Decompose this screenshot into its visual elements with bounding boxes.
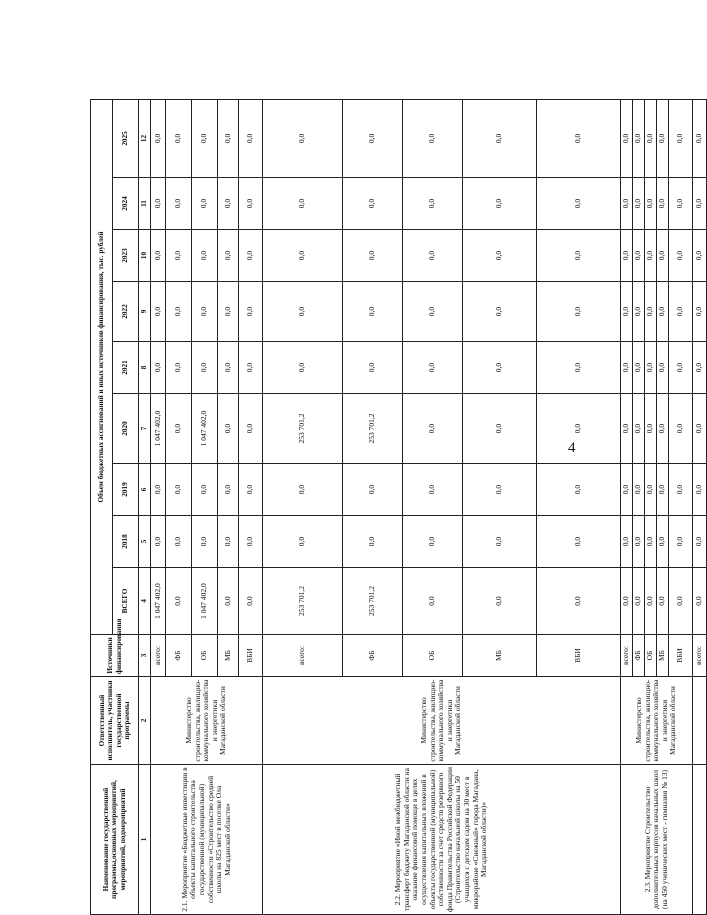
column-number: 2 [139, 677, 151, 765]
funding-value: 0,0 [633, 99, 645, 177]
funding-value: 0,0 [263, 342, 343, 394]
funding-value: 0,0 [669, 568, 693, 635]
funding-value: 0,0 [192, 230, 218, 282]
funding-value: 0,0 [151, 342, 166, 394]
funding-value: 0,0 [621, 282, 633, 342]
column-number: 9 [139, 282, 151, 342]
funding-value: 0,0 [693, 568, 707, 635]
funding-value: 0,0 [669, 230, 693, 282]
column-number: 4 [139, 568, 151, 635]
funding-value: 1 047 402,0 [151, 568, 166, 635]
funding-value: 0,0 [621, 568, 633, 635]
funding-value: 0,0 [669, 464, 693, 516]
funding-value: 0,0 [218, 230, 239, 282]
table-row [693, 99, 707, 914]
funding-value: 0,0 [403, 99, 463, 177]
funding-value: 0,0 [463, 394, 537, 464]
funding-value: 0,0 [403, 282, 463, 342]
funding-value: 0,0 [633, 568, 645, 635]
funding-value: 0,0 [263, 282, 343, 342]
funding-value: 0,0 [151, 282, 166, 342]
funding-value: 0,0 [537, 464, 621, 516]
funding-source: всего: [263, 635, 343, 677]
funding-value: 0,0 [166, 178, 192, 230]
header-source: Источники финансирования [91, 635, 139, 677]
funding-value: 0,0 [463, 568, 537, 635]
funding-value: 0,0 [693, 464, 707, 516]
funding-source: ФБ [633, 635, 645, 677]
funding-value: 0,0 [343, 282, 403, 342]
funding-value: 0,0 [537, 282, 621, 342]
funding-value: 0,0 [218, 282, 239, 342]
funding-value: 0,0 [239, 178, 263, 230]
funding-value: 0,0 [537, 568, 621, 635]
funding-value: 0,0 [633, 516, 645, 568]
funding-value: 0,0 [537, 99, 621, 177]
funding-value: 0,0 [657, 342, 669, 394]
funding-value: 0,0 [239, 342, 263, 394]
funding-value: 0,0 [343, 516, 403, 568]
funding-value: 0,0 [239, 516, 263, 568]
funding-value: 0,0 [403, 230, 463, 282]
column-number: 1 [139, 765, 151, 915]
funding-value: 0,0 [151, 230, 166, 282]
funding-value: 0,0 [463, 342, 537, 394]
funding-value: 0,0 [645, 568, 657, 635]
responsible-executor: Министерство строительства, жилищно-коммунального хозяйства и энергетики Магаданской области [263, 677, 621, 765]
funding-source: ОБ [403, 635, 463, 677]
funding-value: 0,0 [263, 464, 343, 516]
column-number: 7 [139, 394, 151, 464]
funding-value: 0,0 [192, 516, 218, 568]
funding-value: 0,0 [693, 99, 707, 177]
funding-value: 0,0 [669, 516, 693, 568]
funding-value: 0,0 [657, 464, 669, 516]
funding-value: 0,0 [218, 342, 239, 394]
measure-name: 2.3. Мероприятие Строительство дополнительных корпусов начальных школ (на 450 ученических мест - гимназия № 13) [621, 765, 693, 915]
funding-value: 0,0 [669, 99, 693, 177]
funding-value: 0,0 [633, 178, 645, 230]
budget-table-sheet [90, 100, 704, 915]
funding-value: 0,0 [166, 342, 192, 394]
header-name: Наименование государственной программы,основных мероприятий, мероприятий, подмероприятий [91, 765, 139, 915]
funding-source: ФБ [343, 635, 403, 677]
funding-value: 0,0 [657, 178, 669, 230]
funding-value: 0,0 [621, 342, 633, 394]
measure-name: 2.2. Мероприятие «Иной межбюджетный трансферт бюджету Магаданской области на оказание финансовой помощи в целях осуществления капитальных вложений в объекты государственной (муниципальной) собственности за счет средств резервного фонда Правительства Российской Федерации (Строительство начальной школы на 50 учащихся с детским садом на 30 мест в микрорайоне «Снежный» города Магадана, Магаданской области)» [263, 765, 621, 915]
funding-value: 0,0 [463, 516, 537, 568]
funding-source: МБ [218, 635, 239, 677]
table-body [151, 99, 707, 914]
funding-value: 0,0 [537, 342, 621, 394]
funding-value: 0,0 [669, 342, 693, 394]
funding-value: 0,0 [239, 99, 263, 177]
funding-value: 0,0 [645, 282, 657, 342]
header-year: 2023 [113, 230, 139, 282]
funding-value: 0,0 [343, 464, 403, 516]
funding-value: 0,0 [151, 516, 166, 568]
funding-source: ВБИ [239, 635, 263, 677]
header-responsible: Ответственный исполнитель, участники государственной программы [91, 677, 139, 765]
funding-value: 0,0 [263, 516, 343, 568]
funding-source: ВБИ [537, 635, 621, 677]
funding-value: 0,0 [151, 464, 166, 516]
header-volume: Объем бюджетных ассигнований и иных источников финансирования, тыс. рублей [91, 99, 113, 634]
funding-value: 0,0 [645, 516, 657, 568]
funding-value: 0,0 [657, 394, 669, 464]
funding-value: 0,0 [218, 516, 239, 568]
funding-value: 0,0 [166, 394, 192, 464]
funding-value: 0,0 [537, 394, 621, 464]
funding-value: 0,0 [166, 516, 192, 568]
column-number: 5 [139, 516, 151, 568]
funding-source: ВБИ [669, 635, 693, 677]
measure-name: 2.1. Мероприятие «Бюджетные инвестиции в объекты капитального строительства государственной (муниципальной) собственности «Строительство средней школы на 825 мест в поселке Ола Магаданской области» [151, 765, 263, 915]
funding-value: 0,0 [166, 464, 192, 516]
funding-value: 1 047 402,0 [151, 394, 166, 464]
responsible-executor: Министерство строительства, жилищно-коммунального хозяйства и энергетики Магаданской области [621, 677, 693, 765]
funding-value: 0,0 [621, 394, 633, 464]
funding-value: 0,0 [239, 230, 263, 282]
funding-value: 0,0 [669, 178, 693, 230]
funding-source: всего: [693, 635, 707, 677]
header-year: 2021 [113, 342, 139, 394]
column-number: 11 [139, 178, 151, 230]
funding-value: 0,0 [621, 178, 633, 230]
funding-value: 0,0 [621, 516, 633, 568]
funding-value: 0,0 [218, 99, 239, 177]
funding-value: 0,0 [403, 568, 463, 635]
funding-value: 0,0 [239, 394, 263, 464]
funding-value: 0,0 [343, 99, 403, 177]
funding-value: 0,0 [621, 99, 633, 177]
funding-value: 0,0 [621, 464, 633, 516]
funding-value: 0,0 [693, 178, 707, 230]
funding-source: ОБ [192, 635, 218, 677]
funding-value: 0,0 [537, 516, 621, 568]
funding-value: 0,0 [192, 99, 218, 177]
table-row [621, 99, 633, 914]
funding-value: 0,0 [669, 394, 693, 464]
funding-value: 0,0 [693, 230, 707, 282]
funding-value: 0,0 [343, 342, 403, 394]
funding-value: 0,0 [166, 230, 192, 282]
funding-value: 0,0 [263, 99, 343, 177]
funding-value: 0,0 [463, 178, 537, 230]
funding-value: 0,0 [218, 568, 239, 635]
funding-value: 1 047 402,0 [192, 568, 218, 635]
funding-value: 0,0 [239, 282, 263, 342]
budget-table [90, 99, 707, 915]
table-row [151, 99, 166, 914]
funding-value: 0,0 [463, 282, 537, 342]
funding-value: 0,0 [463, 230, 537, 282]
funding-value: 0,0 [263, 230, 343, 282]
column-number: 8 [139, 342, 151, 394]
header-year: 2019 [113, 464, 139, 516]
funding-source: МБ [657, 635, 669, 677]
funding-value: 0,0 [403, 394, 463, 464]
funding-value: 0,0 [657, 282, 669, 342]
funding-value: 0,0 [645, 178, 657, 230]
funding-value: 0,0 [537, 230, 621, 282]
funding-value: 0,0 [693, 342, 707, 394]
funding-value: 253 701,2 [343, 394, 403, 464]
header-year: 2024 [113, 178, 139, 230]
funding-value: 0,0 [166, 282, 192, 342]
funding-value: 0,0 [192, 464, 218, 516]
column-number: 3 [139, 635, 151, 677]
funding-source: ФБ [166, 635, 192, 677]
funding-value: 0,0 [166, 568, 192, 635]
funding-value: 0,0 [633, 282, 645, 342]
funding-value: 0,0 [192, 342, 218, 394]
funding-value: 0,0 [463, 99, 537, 177]
table-row [263, 99, 343, 914]
funding-source: всего: [621, 635, 633, 677]
header-year: 2025 [113, 99, 139, 177]
funding-value: 0,0 [633, 394, 645, 464]
column-number: 6 [139, 464, 151, 516]
funding-value: 0,0 [633, 342, 645, 394]
funding-value: 0,0 [263, 178, 343, 230]
funding-value: 0,0 [343, 178, 403, 230]
funding-value: 0,0 [151, 99, 166, 177]
funding-value: 253 701,2 [263, 394, 343, 464]
funding-value: 0,0 [343, 230, 403, 282]
funding-value: 0,0 [403, 516, 463, 568]
funding-source: ОБ [645, 635, 657, 677]
funding-value: 0,0 [218, 464, 239, 516]
funding-value: 0,0 [463, 464, 537, 516]
funding-value: 0,0 [645, 342, 657, 394]
funding-value: 0,0 [239, 464, 263, 516]
funding-value: 0,0 [657, 230, 669, 282]
funding-value: 0,0 [192, 178, 218, 230]
header-year: 2018 [113, 516, 139, 568]
funding-value: 0,0 [657, 568, 669, 635]
funding-value: 0,0 [151, 178, 166, 230]
funding-value: 0,0 [645, 464, 657, 516]
header-year: 2022 [113, 282, 139, 342]
funding-value: 253 701,2 [343, 568, 403, 635]
funding-value: 0,0 [218, 394, 239, 464]
funding-value: 0,0 [669, 282, 693, 342]
column-number: 10 [139, 230, 151, 282]
responsible-executor: Министерство строительства, жилищно-коммунального хозяйства и энергетики Магаданской области [151, 677, 263, 765]
empty-cell [693, 765, 707, 915]
funding-value: 1 047 402,0 [192, 394, 218, 464]
funding-value: 0,0 [657, 99, 669, 177]
funding-value: 0,0 [239, 568, 263, 635]
funding-value: 0,0 [537, 178, 621, 230]
funding-source: всего: [151, 635, 166, 677]
empty-cell [693, 677, 707, 765]
funding-value: 0,0 [633, 464, 645, 516]
page-number: 4 [568, 440, 576, 456]
funding-value: 0,0 [192, 282, 218, 342]
funding-value: 0,0 [633, 230, 645, 282]
funding-value: 0,0 [645, 230, 657, 282]
column-number: 12 [139, 99, 151, 177]
funding-value: 0,0 [693, 516, 707, 568]
funding-value: 0,0 [693, 282, 707, 342]
funding-value: 0,0 [657, 516, 669, 568]
funding-value: 0,0 [645, 99, 657, 177]
funding-value: 253 701,2 [263, 568, 343, 635]
funding-value: 0,0 [621, 230, 633, 282]
funding-value: 0,0 [403, 464, 463, 516]
funding-source: МБ [463, 635, 537, 677]
funding-value: 0,0 [218, 178, 239, 230]
funding-value: 0,0 [166, 99, 192, 177]
header-year: 2020 [113, 394, 139, 464]
funding-value: 0,0 [645, 394, 657, 464]
funding-value: 0,0 [403, 178, 463, 230]
funding-value: 0,0 [403, 342, 463, 394]
header-total: ВСЕГО [113, 568, 139, 635]
funding-value: 0,0 [693, 394, 707, 464]
